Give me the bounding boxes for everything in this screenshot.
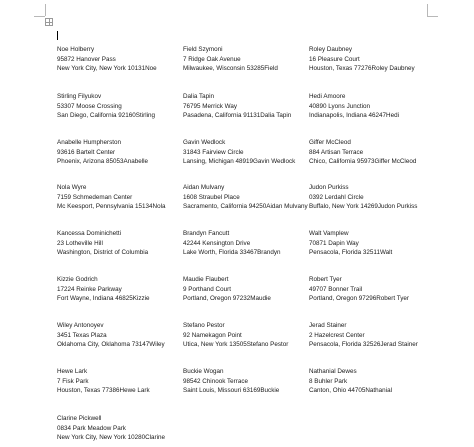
address-label[interactable]	[57, 414, 179, 443]
label-street: 76795 Merrick Way	[183, 102, 238, 110]
label-street: 70871 Dapin Way	[309, 239, 359, 247]
address-label[interactable]	[57, 321, 179, 350]
label-name: Nola Wyre	[57, 184, 87, 191]
label-city: Buffalo, New York 14269Judon Purkiss	[309, 203, 418, 211]
label-name: Kizzie Godrich	[57, 276, 98, 283]
address-label[interactable]	[183, 183, 308, 212]
label-street: 40890 Lyons Junction	[309, 102, 371, 110]
label-street: 98542 Chinook Terrace	[183, 377, 248, 385]
label-city: Lansing, Michigan 48919Gavin Wedlock	[183, 158, 296, 166]
label-street: 0392 Lerdahl Circle	[309, 193, 364, 201]
label-name: Hedi Amoore	[309, 93, 346, 100]
label-city: Oklahoma City, Oklahoma 73147Wiley	[57, 341, 165, 349]
label-name: Field Szymoni	[183, 46, 223, 53]
label-street: 53307 Moose Crossing	[57, 102, 122, 110]
table-move-handle-icon[interactable]	[45, 18, 53, 26]
label-street: 7159 Schmedeman Center	[57, 193, 133, 201]
address-label[interactable]	[309, 183, 431, 212]
label-name: Stefano Pestor	[183, 322, 225, 329]
address-label[interactable]	[57, 367, 179, 396]
label-city: Indianapolis, Indiana 46247Hedi	[309, 112, 399, 120]
label-name: Noe Holberry	[57, 46, 95, 53]
label-city: Portland, Oregon 97232Maudie	[183, 295, 271, 303]
label-street: 0834 Park Meadow Park	[57, 424, 126, 432]
crop-mark-top-left-h	[34, 16, 45, 17]
label-city: San Diego, California 92160Stirling	[57, 112, 156, 120]
address-label[interactable]	[183, 321, 305, 350]
address-label[interactable]	[309, 367, 431, 396]
label-city: New York City, New York 10131Noe	[57, 65, 157, 73]
label-city: Houston, Texas 77276Roley Daubney	[309, 65, 415, 73]
label-street: 9 Porthand Court	[183, 285, 231, 293]
label-city: Utica, New York 13505Stefano Pestor	[183, 341, 289, 349]
address-label[interactable]	[183, 275, 305, 304]
label-city: Portland, Oregon 97296Robert Tyer	[309, 295, 409, 303]
label-street: 884 Artisan Terrace	[309, 148, 364, 156]
address-label[interactable]	[57, 138, 179, 167]
label-name: Clarine Pickwell	[57, 415, 102, 422]
label-street: 17224 Reinke Parkway	[57, 285, 122, 293]
label-name: Kancessa Dominichetti	[57, 230, 122, 237]
label-name: Walt Vamplew	[309, 230, 349, 237]
address-label[interactable]	[309, 138, 431, 167]
label-name: Hewe Lark	[57, 368, 88, 375]
label-street: 1608 Straubel Place	[183, 193, 240, 201]
label-name: Jerad Stainer	[309, 322, 347, 329]
crop-mark-top-left-v	[45, 4, 46, 16]
label-name: Stirling Filyukov	[57, 93, 102, 100]
label-street: 7 Ridge Oak Avenue	[183, 55, 241, 63]
label-street: 8 Buhler Park	[309, 377, 348, 385]
crop-mark-top-right-v	[427, 4, 428, 16]
label-name: Roley Daubney	[309, 46, 353, 53]
label-name: Buckie Wogan	[183, 368, 224, 375]
label-city: Pensacola, Florida 32526Jerad Stainer	[309, 341, 418, 349]
address-label[interactable]	[309, 321, 431, 350]
label-city: Saint Louis, Missouri 63169Buckie	[183, 387, 280, 395]
label-name: Dalia Tapin	[183, 93, 215, 100]
label-city: Sacramento, California 94250Aidan Mulvany	[183, 203, 308, 211]
address-label[interactable]	[309, 92, 431, 121]
address-label[interactable]	[309, 45, 431, 74]
label-city: Canton, Ohio 44705Nathanial	[309, 387, 392, 395]
address-label[interactable]	[309, 275, 431, 304]
address-label[interactable]	[183, 367, 305, 396]
address-label[interactable]	[57, 275, 179, 304]
address-label[interactable]	[57, 183, 179, 212]
label-name: Robert Tyer	[309, 276, 342, 283]
label-city: Milwaukee, Wisconsin 53285Field	[183, 65, 278, 73]
label-city: Pasadena, California 91131Dalia Tapin	[183, 112, 292, 120]
label-street: 3451 Texas Plaza	[57, 331, 107, 339]
label-name: Nathanial Dewes	[309, 368, 357, 375]
label-name: Gavin Wedlock	[183, 139, 226, 146]
label-name: Aidan Mulvany	[183, 184, 225, 191]
label-street: 31843 Fairview Circle	[183, 148, 244, 156]
label-city: Pensacola, Florida 32511Walt	[309, 249, 393, 257]
label-name: Brandyn Fancutt	[183, 230, 230, 237]
label-street: 2 Hazelcrest Center	[309, 331, 365, 339]
address-label[interactable]	[309, 229, 431, 258]
label-street: 42244 Kensington Drive	[183, 239, 251, 247]
label-street: 95872 Hanover Pass	[57, 55, 116, 63]
label-city: Washington, District of Columbia	[57, 249, 149, 257]
address-label[interactable]	[57, 92, 179, 121]
label-street: 16 Pleasure Court	[309, 55, 360, 63]
label-city: New York City, New York 10280Clarine	[57, 434, 166, 442]
label-city: Lake Worth, Florida 33467Brandyn	[183, 249, 281, 257]
label-city: Phoenix, Arizona 85053Anabelle	[57, 158, 149, 166]
address-label[interactable]	[183, 45, 305, 74]
label-name: Wiley Antonoyev	[57, 322, 104, 329]
label-city: Houston, Texas 77386Hewe Lark	[57, 387, 150, 395]
address-label[interactable]	[183, 138, 305, 167]
address-label[interactable]	[57, 229, 179, 258]
label-name: Giffer McCleod	[309, 139, 351, 146]
address-label[interactable]	[183, 229, 305, 258]
label-city: Chico, California 95973Giffer McCleod	[309, 158, 417, 166]
address-label[interactable]	[183, 92, 305, 121]
label-street: 49707 Bonner Trail	[309, 285, 363, 293]
text-cursor	[57, 31, 58, 40]
crop-mark-top-right-h	[427, 16, 438, 17]
label-name: Judon Purkiss	[309, 184, 349, 191]
address-label[interactable]	[57, 45, 179, 74]
label-city: Mc Keesport, Pennsylvania 15134Nola	[57, 203, 166, 211]
label-street: 23 Lotheville Hill	[57, 239, 103, 247]
label-name: Maudie Flaubert	[183, 276, 229, 283]
label-street: 93616 Bartelt Center	[57, 148, 116, 156]
label-street: 7 Fisk Park	[57, 377, 89, 385]
label-street: 92 Namekagon Point	[183, 331, 242, 339]
label-name: Anabelle Humpherston	[57, 139, 122, 146]
label-city: Fort Wayne, Indiana 46825Kizzie	[57, 295, 150, 303]
